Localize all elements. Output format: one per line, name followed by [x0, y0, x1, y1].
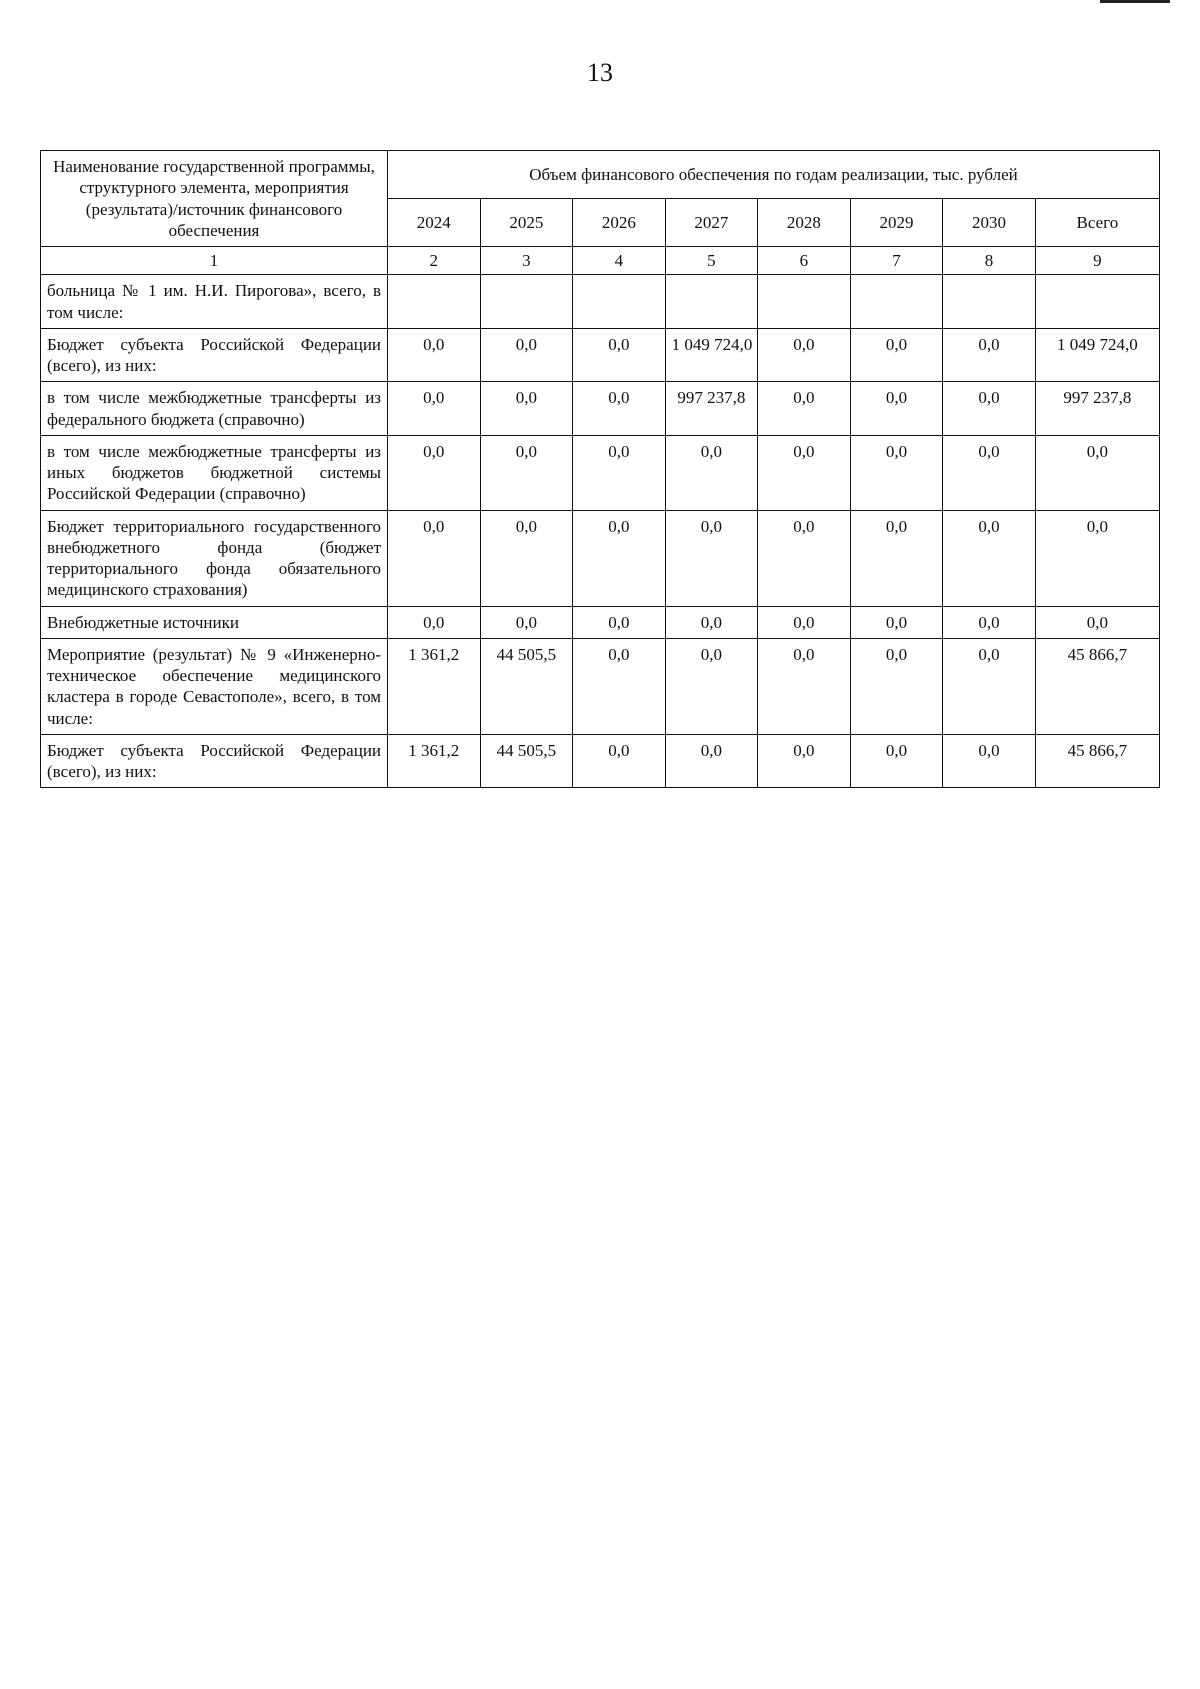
table-row — [41, 328, 1160, 382]
row-year-value: 0,0 — [573, 638, 666, 734]
row-name: Мероприятие (результат) № 9 «Инженерно-техническое обеспечение медицинского кластера в городе Севастополе», всего, в том числе: — [41, 638, 388, 734]
table-row — [41, 734, 1160, 788]
row-year-value: 0,0 — [480, 328, 573, 382]
financing-table — [40, 150, 1160, 788]
year-header: 2030 — [943, 199, 1036, 247]
table-row — [41, 435, 1160, 510]
row-total-value: 997 237,8 — [1035, 382, 1159, 436]
row-year-value: 0,0 — [665, 510, 758, 606]
row-total-value: 45 866,7 — [1035, 734, 1159, 788]
row-year-value: 0,0 — [943, 734, 1036, 788]
row-year-value: 0,0 — [388, 435, 481, 510]
table-body — [41, 275, 1160, 788]
year-header: 2027 — [665, 199, 758, 247]
column-number: 7 — [850, 247, 943, 275]
page-number: 13 — [587, 58, 613, 87]
row-year-value: 0,0 — [850, 382, 943, 436]
row-year-value — [943, 275, 1036, 329]
row-total-value: 0,0 — [1035, 510, 1159, 606]
row-year-value: 0,0 — [388, 328, 481, 382]
row-year-value: 0,0 — [758, 638, 851, 734]
row-year-value: 0,0 — [573, 382, 666, 436]
scan-corner-mark — [1100, 0, 1170, 3]
row-name: Бюджет территориального государственного внебюджетного фонда (бюджет территориального фонда обязательного медицинского страхования) — [41, 510, 388, 606]
table-row — [41, 275, 1160, 329]
row-name: в том числе межбюджетные трансферты из иных бюджетов бюджетной системы Российской Федерации (справочно) — [41, 435, 388, 510]
column-number: 2 — [388, 247, 481, 275]
row-year-value: 0,0 — [480, 435, 573, 510]
row-year-value: 0,0 — [573, 734, 666, 788]
column-number: 8 — [943, 247, 1036, 275]
row-name: Внебюджетные источники — [41, 606, 388, 638]
row-year-value: 0,0 — [943, 435, 1036, 510]
column-number: 5 — [665, 247, 758, 275]
table-row — [41, 510, 1160, 606]
row-year-value: 0,0 — [758, 435, 851, 510]
row-year-value: 0,0 — [573, 606, 666, 638]
column-number: 4 — [573, 247, 666, 275]
row-year-value — [573, 275, 666, 329]
row-year-value: 0,0 — [665, 734, 758, 788]
table-row — [41, 638, 1160, 734]
row-year-value: 0,0 — [850, 734, 943, 788]
row-year-value: 44 505,5 — [480, 734, 573, 788]
financing-table-wrapper — [40, 150, 1160, 788]
year-header: 2028 — [758, 199, 851, 247]
row-year-value: 0,0 — [943, 328, 1036, 382]
row-year-value: 0,0 — [665, 638, 758, 734]
row-year-value — [388, 275, 481, 329]
row-year-value — [665, 275, 758, 329]
row-name: Бюджет субъекта Российской Федерации (всего), из них: — [41, 328, 388, 382]
row-year-value: 0,0 — [573, 435, 666, 510]
volume-header: Объем финансового обеспечения по годам реализации, тыс. рублей — [388, 151, 1160, 199]
row-year-value: 0,0 — [758, 382, 851, 436]
name-column-header: Наименование государственной программы, структурного элемента, мероприятия (результата)/источник финансового обеспечения — [41, 151, 388, 247]
row-name: Бюджет субъекта Российской Федерации (всего), из них: — [41, 734, 388, 788]
row-year-value: 997 237,8 — [665, 382, 758, 436]
row-year-value — [480, 275, 573, 329]
row-year-value: 0,0 — [850, 510, 943, 606]
column-number: 3 — [480, 247, 573, 275]
column-number: 9 — [1035, 247, 1159, 275]
row-year-value: 0,0 — [573, 328, 666, 382]
column-number: 6 — [758, 247, 851, 275]
row-year-value — [758, 275, 851, 329]
column-number-row — [41, 247, 1160, 275]
year-header: Всего — [1035, 199, 1159, 247]
row-year-value: 1 361,2 — [388, 638, 481, 734]
row-year-value: 1 049 724,0 — [665, 328, 758, 382]
column-number: 1 — [41, 247, 388, 275]
row-year-value: 0,0 — [480, 382, 573, 436]
row-total-value: 1 049 724,0 — [1035, 328, 1159, 382]
row-year-value — [850, 275, 943, 329]
row-year-value: 0,0 — [573, 510, 666, 606]
row-year-value: 0,0 — [758, 606, 851, 638]
row-year-value: 0,0 — [850, 638, 943, 734]
row-year-value: 1 361,2 — [388, 734, 481, 788]
row-year-value: 0,0 — [758, 328, 851, 382]
table-row — [41, 606, 1160, 638]
row-year-value: 0,0 — [665, 435, 758, 510]
row-total-value: 0,0 — [1035, 435, 1159, 510]
year-header: 2025 — [480, 199, 573, 247]
year-header: 2024 — [388, 199, 481, 247]
row-year-value: 0,0 — [665, 606, 758, 638]
row-name: больница № 1 им. Н.И. Пирогова», всего, в том числе: — [41, 275, 388, 329]
row-year-value: 0,0 — [850, 606, 943, 638]
year-header: 2029 — [850, 199, 943, 247]
row-year-value: 0,0 — [850, 435, 943, 510]
row-year-value: 0,0 — [850, 328, 943, 382]
table-row — [41, 382, 1160, 436]
row-year-value: 0,0 — [758, 734, 851, 788]
row-year-value: 0,0 — [758, 510, 851, 606]
year-header: 2026 — [573, 199, 666, 247]
row-year-value: 0,0 — [480, 606, 573, 638]
row-year-value: 0,0 — [388, 382, 481, 436]
row-total-value: 45 866,7 — [1035, 638, 1159, 734]
row-year-value: 0,0 — [943, 510, 1036, 606]
row-year-value: 0,0 — [480, 510, 573, 606]
row-total-value: 0,0 — [1035, 606, 1159, 638]
row-year-value: 44 505,5 — [480, 638, 573, 734]
row-year-value: 0,0 — [943, 382, 1036, 436]
row-year-value: 0,0 — [943, 606, 1036, 638]
row-year-value: 0,0 — [943, 638, 1036, 734]
row-name: в том числе межбюджетные трансферты из федерального бюджета (справочно) — [41, 382, 388, 436]
row-year-value: 0,0 — [388, 606, 481, 638]
row-total-value — [1035, 275, 1159, 329]
row-year-value: 0,0 — [388, 510, 481, 606]
